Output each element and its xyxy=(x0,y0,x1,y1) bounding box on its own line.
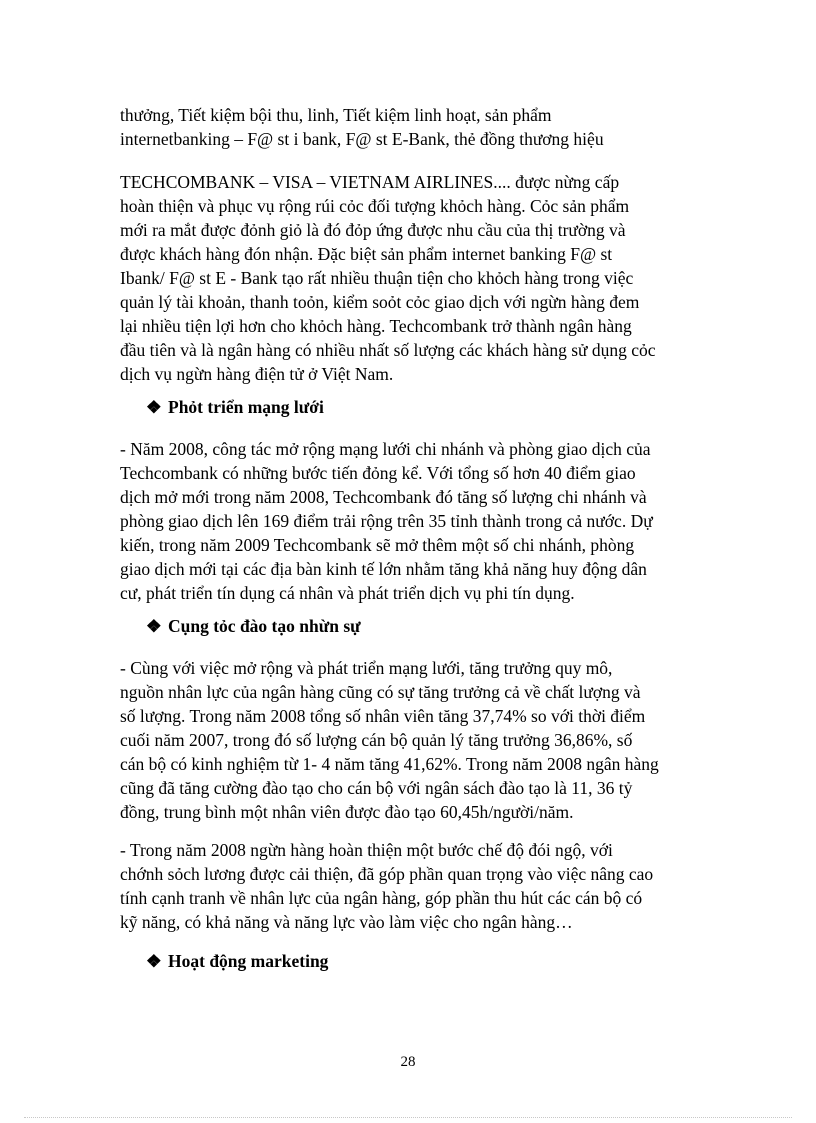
text-line: chớnh sỏch lương được cải thiện, đã góp phần quan trọng vào việc nâng cao xyxy=(120,864,654,884)
text-line: lại nhiều tiện lợi hơn cho khỏch hàng. Techcombank trở thành ngân hàng xyxy=(120,316,632,336)
text-line: - Năm 2008, công tác mở rộng mạng lưới chi nhánh và phòng giao dịch của xyxy=(120,439,651,459)
text-line: kỹ năng, có khả năng và năng lực vào làm việc cho ngân hàng… xyxy=(120,912,573,932)
paragraph-training-growth xyxy=(120,656,705,824)
text-line: tính cạnh tranh về nhân lực của ngân hàng, góp phần thu hút các cán bộ có xyxy=(120,888,643,908)
text-line: được khách hàng đón nhận. Đặc biệt sản phẩm internet banking F@ st xyxy=(120,244,613,264)
paragraph-products-ebanking xyxy=(120,170,705,386)
section-heading-text: Cụng tỏc đào tạo nhừn sự xyxy=(168,616,361,636)
text-line: quản lý tài khoản, thanh toỏn, kiểm soỏt cỏc giao dịch với ngừn hàng đem xyxy=(120,292,640,312)
text-line: hoàn thiện và phục vụ rộng rúi cỏc đối tượng khỏch hàng. Cỏc sản phẩm xyxy=(120,196,630,216)
text-line: đồng, trung bình một nhân viên được đào tạo 60,45h/người/năm. xyxy=(120,802,574,822)
text-line: thưởng, Tiết kiệm bội thu, linh, Tiết kiệm linh hoạt, sản phẩm xyxy=(120,105,552,125)
paragraph-network xyxy=(120,437,705,605)
text-line: mới ra mắt được đỏnh giỏ là đó đỏp ứng được nhu cầu của thị trường và xyxy=(120,220,626,240)
text-line: phòng giao dịch lên 169 điểm trải rộng trên 35 tỉnh thành trong cả nước. Dự xyxy=(120,511,653,531)
text-line: số lượng. Trong năm 2008 tổng số nhân viên tăng 37,74% so với thời điểm xyxy=(120,706,646,726)
text-line: Ibank/ F@ st E - Bank tạo rất nhiều thuận tiện cho khỏch hàng trong việc xyxy=(120,268,634,288)
text-line: đầu tiên và là ngân hàng có nhiều nhất số lượng các khách hàng sử dụng cỏc xyxy=(120,340,656,360)
text-line: nguồn nhân lực của ngân hàng cũng có sự tăng trưởng cả về chất lượng và xyxy=(120,682,641,702)
text-line: cán bộ có kinh nghiệm từ 1- 4 năm tăng 41,62%. Trong năm 2008 ngân hàng xyxy=(120,754,659,774)
section-heading-text: Hoạt động marketing xyxy=(168,951,329,971)
text-line: giao dịch mới tại các địa bàn kinh tế lớn nhằm tăng khả năng huy động dân xyxy=(120,559,647,579)
text-line: cư, phát triển tín dụng cá nhân và phát triển dịch vụ phi tín dụng. xyxy=(120,583,575,603)
text-line: internetbanking – F@ st i bank, F@ st E-Bank, thẻ đồng thương hiệu xyxy=(120,129,604,149)
section-heading-network xyxy=(146,395,324,419)
paragraph-training-policy xyxy=(120,838,705,934)
diamond-bullet-icon: ❖ xyxy=(146,951,162,971)
text-line: dịch vụ ngừn hàng điện tử ở Việt Nam. xyxy=(120,364,394,384)
text-line: cũng đã tăng cường đào tạo cho cán bộ với ngân sách đào tạo là 11, 36 tỷ xyxy=(120,778,633,798)
text-line: cuối năm 2007, trong đó số lượng cán bộ quản lý tăng trưởng 36,86%, số xyxy=(120,730,633,750)
section-heading-marketing xyxy=(146,949,328,973)
text-line: - Cùng với việc mở rộng và phát triển mạng lưới, tăng trưởng quy mô, xyxy=(120,658,613,678)
section-heading-text: Phỏt triển mạng lưới xyxy=(168,397,324,417)
text-line: - Trong năm 2008 ngừn hàng hoàn thiện một bước chế độ đói ngộ, với xyxy=(120,840,613,860)
section-heading-training xyxy=(146,614,361,638)
text-line: Techcombank có những bước tiến đỏng kể. Với tổng số hơn 40 điểm giao xyxy=(120,463,636,483)
page-bottom-divider xyxy=(24,1117,792,1118)
diamond-bullet-icon: ❖ xyxy=(146,397,162,417)
paragraph-products-continued xyxy=(120,103,705,151)
diamond-bullet-icon: ❖ xyxy=(146,616,162,636)
page-number: 28 xyxy=(400,1054,416,1070)
text-line: TECHCOMBANK – VISA – VIETNAM AIRLINES.... được nừng cấp xyxy=(120,172,620,192)
text-line: kiến, trong năm 2009 Techcombank sẽ mở thêm một số chi nhánh, phòng xyxy=(120,535,635,555)
text-line: dịch mở mới trong năm 2008, Techcombank đó tăng số lượng chi nhánh và xyxy=(120,487,647,507)
